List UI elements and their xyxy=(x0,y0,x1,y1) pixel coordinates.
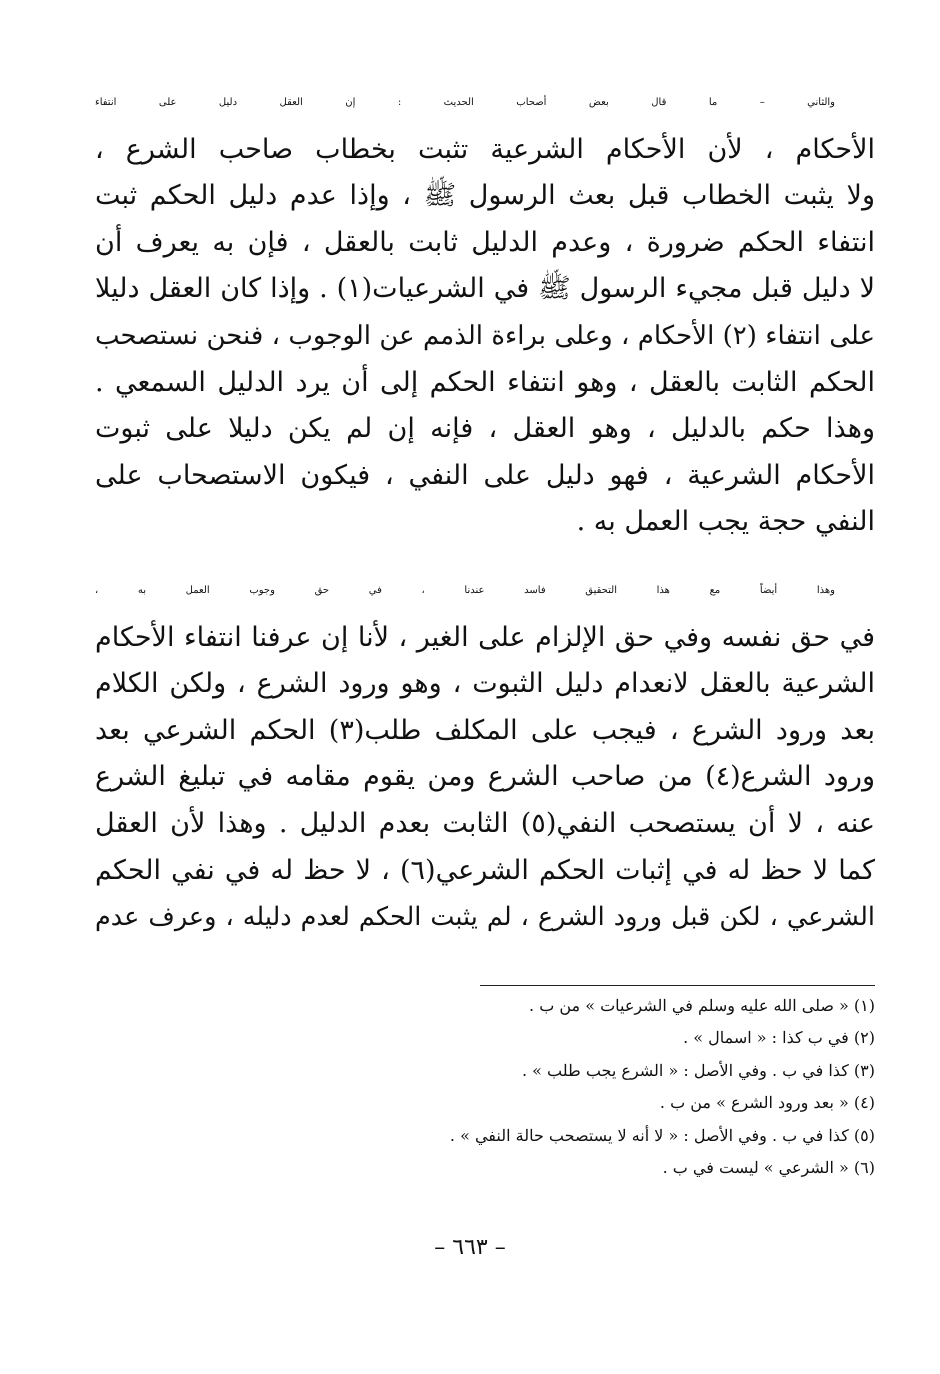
main-text xyxy=(95,80,875,941)
text-line: انتفاء الحكم ضرورة ، وعدم الدليل ثابت بالعقل ، فإن به يعرف أن xyxy=(95,226,875,258)
text-line: لا دليل قبل مجيء الرسول ﷺ في الشرعيات(١) . وإذا كان العقل دليلا xyxy=(95,273,875,305)
footnote-6: (٦) « الشرعي » ليست في ب . xyxy=(662,1158,875,1178)
page-number: – ٦٦٣ – xyxy=(434,1235,506,1260)
text-line: الأحكام الشرعية ، فهو دليل على النفي ، فيكون الاستصحاب على xyxy=(95,459,875,491)
footnote-5: (٥) كذا في ب . وفي الأصل : « لا أنه لا يستصحب حالة النفي » . xyxy=(449,1125,875,1145)
text-line: عنه ، لا أن يستصحب النفي(٥) الثابت بعدم الدليل . وهذا لأن العقل xyxy=(95,807,875,839)
text-line: وهذا حكم بالدليل ، وهو العقل ، فإنه إن لم يكن دليلا على ثبوت xyxy=(95,413,875,445)
footnote-4: (٤) « بعد ورود الشرع » من ب . xyxy=(659,1093,875,1113)
text-line: ولا يثبت الخطاب قبل بعث الرسول ﷺ ، وإذا عدم دليل الحكم ثبت xyxy=(95,180,875,212)
footnote-3: (٣) كذا في ب . وفي الأصل : « الشرع يجب طلب » . xyxy=(521,1060,875,1080)
text-line: وهذا أيضاً مع هذا التحقيق فاسد عندنا ، في حق وجوب العمل به ، xyxy=(95,584,835,596)
footnotes xyxy=(355,990,875,1184)
text-line: في حق نفسه وفي حق الإلزام على الغير ، لأنا إن عرفنا انتفاء الأحكام xyxy=(95,621,875,653)
footnote-separator xyxy=(480,985,875,986)
footnote-2: (٢) في ب كذا : « اسمال » . xyxy=(683,1028,875,1048)
text-line: النفي حجة يجب العمل به . xyxy=(576,506,875,538)
footnote-1: (١) « صلى الله عليه وسلم في الشرعيات » من ب . xyxy=(529,996,875,1015)
text-line: بعد ورود الشرع ، فيجب على المكلف طلب(٣) الحكم الشرعي بعد xyxy=(95,714,876,746)
text-line: الشرعي ، لكن قبل ورود الشرع ، لم يثبت الحكم لعدم دليله ، وعرف عدم xyxy=(95,902,875,933)
text-line: كما لا حظ له في إثبات الحكم الشرعي(٦) ، لا حظ له في نفي الحكم xyxy=(95,854,875,886)
text-line: الأحكام ، لأن الأحكام الشرعية تثبت بخطاب صاحب الشرع ، xyxy=(95,133,875,165)
text-line: والثاني – ما قال بعض أصحاب الحديث : إن العقل دليل على انتفاء xyxy=(95,97,835,108)
paragraph-2 xyxy=(95,568,875,941)
text-line: على انتفاء (٢) الأحكام ، وعلى براءة الذمم عن الوجوب ، فنحن نستصحب xyxy=(95,320,876,351)
text-line: ورود الشرع(٤) من صاحب الشرع ومن يقوم مقامه في تبليغ الشرع xyxy=(95,761,876,793)
text-line: الشرعية بالعقل لانعدام دليل الثبوت ، وهو ورود الشرع ، ولكن الكلام xyxy=(95,668,875,700)
text-line: الحكم الثابت بالعقل ، وهو انتفاء الحكم إلى أن يرد الدليل السمعي . xyxy=(95,366,875,398)
paragraph-1 xyxy=(95,80,875,546)
